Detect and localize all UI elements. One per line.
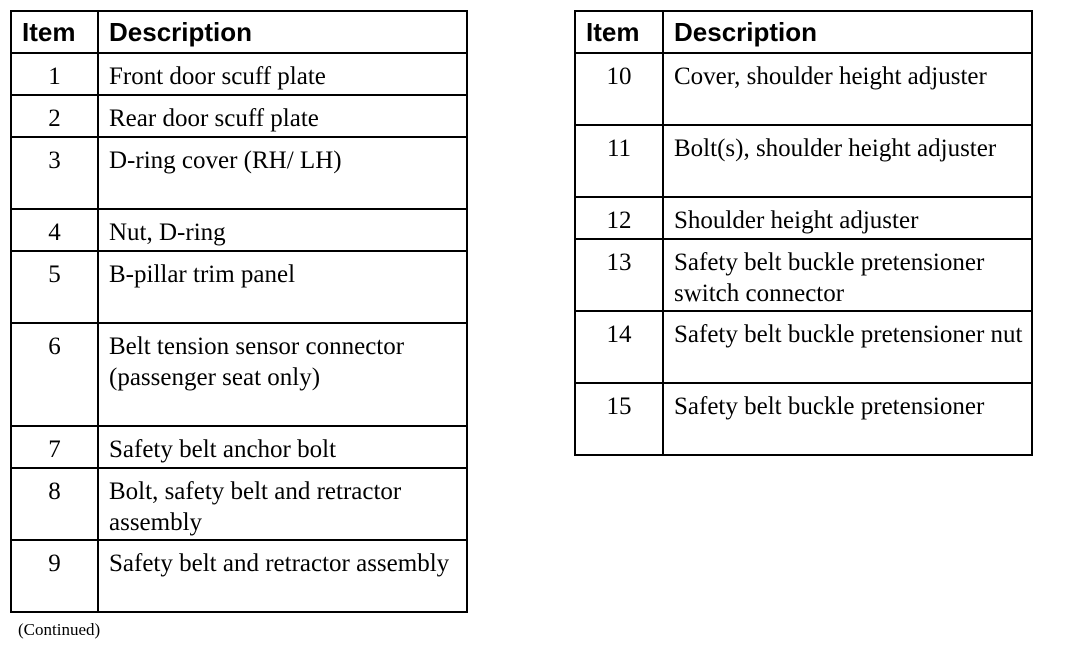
item-number: 6 [11,323,98,426]
table-header-row [11,11,467,53]
table-row [11,209,467,251]
table-row [575,125,1032,197]
table-row [11,251,467,323]
item-description: Cover, shoulder height adjuster [663,53,1032,125]
item-number: 8 [11,468,98,540]
item-number: 12 [575,197,663,239]
continued-note: (Continued) [18,620,101,639]
item-number: 7 [11,426,98,468]
table-row [575,239,1032,311]
table-row [575,383,1032,455]
table-row [575,311,1032,383]
table-row [11,468,467,540]
table-row [575,197,1032,239]
item-description: Safety belt buckle pretensioner switch connector [663,239,1032,311]
item-number: 11 [575,125,663,197]
item-number: 9 [11,540,98,612]
item-description: Front door scuff plate [98,53,467,95]
item-number: 4 [11,209,98,251]
item-description: Belt tension sensor connector (passenger seat only) [98,323,467,426]
item-description: Safety belt and retractor assembly [98,540,467,612]
item-number: 14 [575,311,663,383]
item-column-header: Item [575,11,663,53]
item-description: Nut, D-ring [98,209,467,251]
table-row [11,323,467,426]
item-number: 15 [575,383,663,455]
item-description: Bolt, safety belt and retractor assembly [98,468,467,540]
item-number: 5 [11,251,98,323]
description-column-header: Description [663,11,1032,53]
table-row [575,53,1032,125]
item-number: 2 [11,95,98,137]
item-description: Bolt(s), shoulder height adjuster [663,125,1032,197]
item-number: 13 [575,239,663,311]
item-number: 10 [575,53,663,125]
item-description: B-pillar trim panel [98,251,467,323]
table-header-row [575,11,1032,53]
item-number: 1 [11,53,98,95]
table-row [11,53,467,95]
item-number: 3 [11,137,98,209]
item-description: Shoulder height adjuster [663,197,1032,239]
parts-table-right [574,10,1033,456]
item-description: Safety belt buckle pretensioner nut [663,311,1032,383]
item-description: Safety belt anchor bolt [98,426,467,468]
item-description: Safety belt buckle pretensioner [663,383,1032,455]
item-column-header: Item [11,11,98,53]
table-row [11,137,467,209]
parts-table-left [10,10,468,613]
table-row [11,540,467,612]
table-row [11,95,467,137]
item-description: D-ring cover (RH/ LH) [98,137,467,209]
item-description: Rear door scuff plate [98,95,467,137]
table-row [11,426,467,468]
description-column-header: Description [98,11,467,53]
